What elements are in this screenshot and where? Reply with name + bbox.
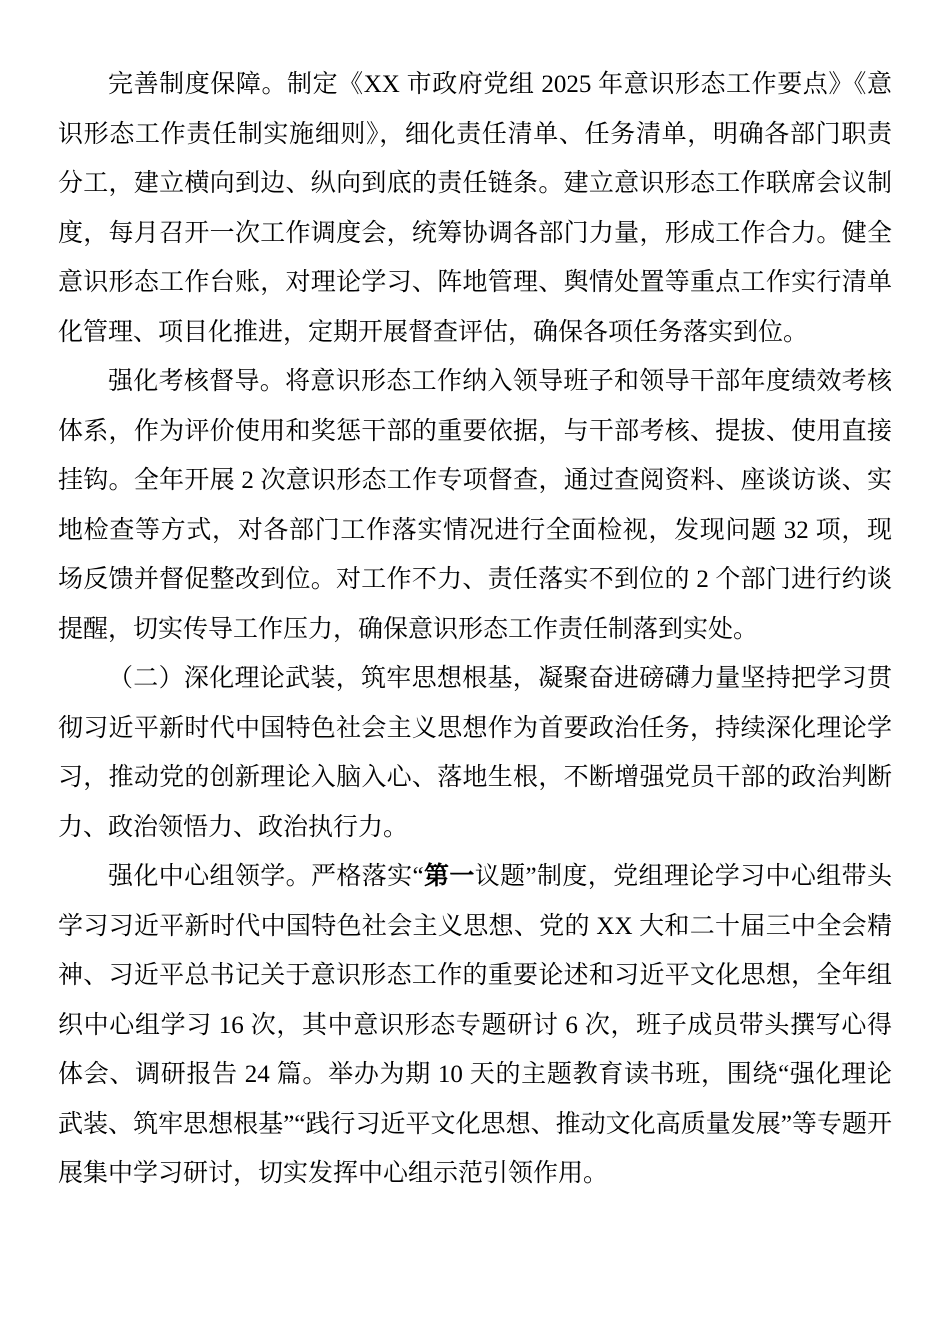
text-run: 强化中心组领学。严格落实“: [108, 863, 424, 890]
paragraph: [58, 60, 892, 357]
paragraph: [58, 357, 892, 654]
document-body: [58, 60, 892, 1199]
text-run: 议题”制度，党组理论学习中心组带头学习习近平新时代中国特色社会主义思想、党的 XX 大和二十届三中全会精神、习近平总书记关于意识形态工作的重要论述和习近平文化思想，全年组织中心组学习 16 次，其中意识形态专题研讨 6 次，班子成员带头撰写心得体会、调研报告 24 篇。举办为期 10 天的主题教育读书班，围绕“强化理论武装、筑牢思想根基”“践行习近平文化思想、推动文化高质量发展”等专题开展集中学习研讨，切实发挥中心组示范引领作用。: [58, 863, 892, 1187]
text-run: （二）深化理论武装，筑牢思想根基，凝聚奋进磅礴力量坚持把学习贯彻习近平新时代中国特色社会主义思想作为首要政治任务，持续深化理论学习，推动党的创新理论入脑入心、落地生根，不断增强党员干部的政治判断力、政治领悟力、政治执行力。: [58, 665, 892, 841]
paragraph: [58, 852, 892, 1199]
text-run: 强化考核督导。将意识形态工作纳入领导班子和领导干部年度绩效考核体系，作为评价使用和奖惩干部的重要依据，与干部考核、提拔、使用直接挂钩。全年开展 2 次意识形态工作专项督查，通过查阅资料、座谈访谈、实地检查等方式，对各部门工作落实情况进行全面检视，发现问题 32 项，现场反馈并督促整改到位。对工作不力、责任落实不到位的 2 个部门进行约谈提醒，切实传导工作压力，确保意识形态工作责任制落到实处。: [58, 368, 892, 643]
text-run: 完善制度保障。制定《XX 市政府党组 2025 年意识形态工作要点》《意识形态工作责任制实施细则》，细化责任清单、任务清单，明确各部门职责分工，建立横向到边、纵向到底的责任链条。建立意识形态工作联席会议制度，每月召开一次工作调度会，统筹协调各部门力量，形成工作合力。健全意识形态工作台账，对理论学习、阵地管理、舆情处置等重点工作实行清单化管理、项目化推进，定期开展督查评估，确保各项任务落实到位。: [58, 71, 892, 346]
bold-text-run: 第一: [423, 863, 475, 890]
paragraph: [58, 654, 892, 852]
